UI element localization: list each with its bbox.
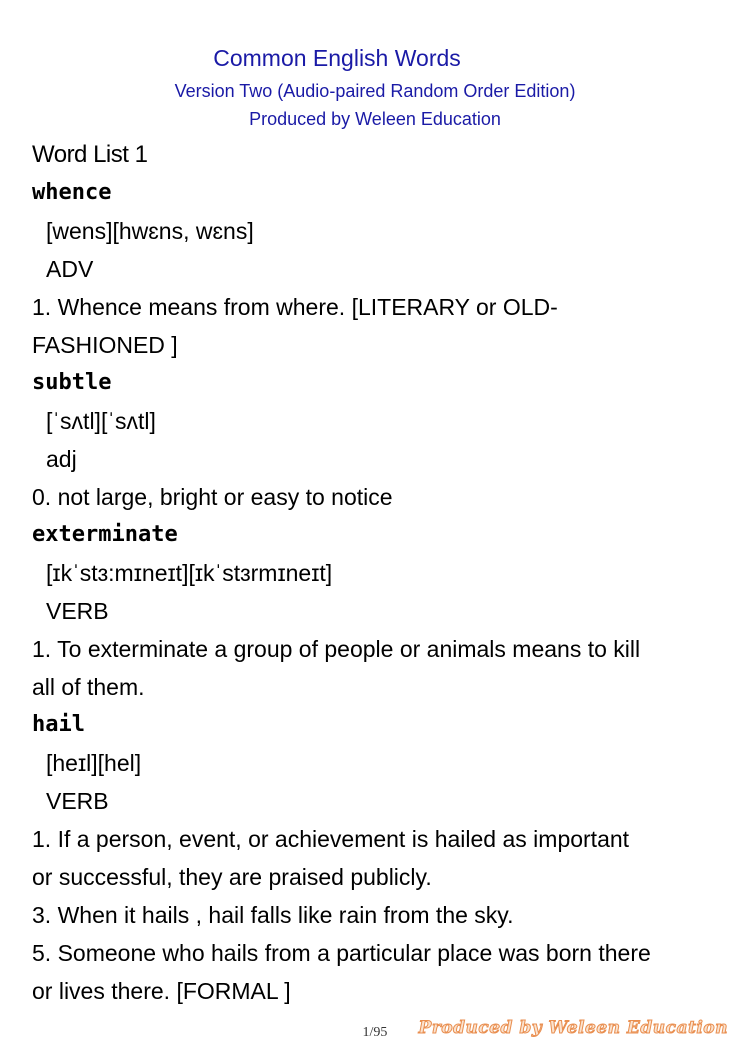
entry-definition: 1. To exterminate a group of people or animals means to kill: [32, 636, 641, 662]
entry-definition: 0. not large, bright or easy to notice: [32, 484, 393, 510]
entry-word: exterminate: [32, 522, 178, 547]
entry: [32, 516, 732, 706]
entry: [32, 706, 732, 1010]
entry-phonetic: [wens][hwɛns, wɛns]: [46, 218, 254, 244]
entry-phonetic: [heɪl][hel]: [46, 750, 142, 776]
entry-word: hail: [32, 712, 85, 737]
entry-definition: or successful, they are praised publicly.: [32, 864, 432, 890]
watermark: Produced by Weleen Education: [418, 1018, 728, 1038]
entry-phonetic: [ɪkˈstɜ:mɪneɪt][ɪkˈstɜrmɪneɪt]: [46, 560, 333, 586]
entry-part-of-speech: VERB: [46, 598, 109, 624]
entry-definition: or lives there. [FORMAL ]: [32, 978, 291, 1004]
entry-definition: 3. When it hails , hail falls like rain from the sky.: [32, 902, 514, 928]
entry-part-of-speech: ADV: [46, 256, 94, 282]
entry-part-of-speech: adj: [46, 446, 77, 472]
page-number: 1/95: [362, 1025, 388, 1040]
entry-definition: FASHIONED ]: [32, 332, 178, 358]
entry-definition: all of them.: [32, 674, 145, 700]
entry-part-of-speech: VERB: [46, 788, 109, 814]
entry-definition: 5. Someone who hails from a particular place was born there: [32, 940, 651, 966]
producer-line: Produced by Weleen Education: [249, 109, 501, 129]
entry-word: whence: [32, 180, 112, 205]
word-entries: [32, 174, 732, 1010]
entry-phonetic: [ˈsʌtl][ˈsʌtl]: [46, 408, 156, 434]
entry-word: subtle: [32, 370, 112, 395]
entry: [32, 174, 732, 364]
word-list-title: Word List 1: [32, 141, 148, 168]
entry-definition: 1. Whence means from where. [LITERARY or OLD-: [32, 294, 558, 320]
entry-definition: 1. If a person, event, or achievement is hailed as important: [32, 826, 630, 852]
document-subtitle: Version Two (Audio-paired Random Order Edition): [174, 81, 576, 101]
entry: [32, 364, 732, 516]
document-title: Common English Words: [213, 45, 461, 71]
